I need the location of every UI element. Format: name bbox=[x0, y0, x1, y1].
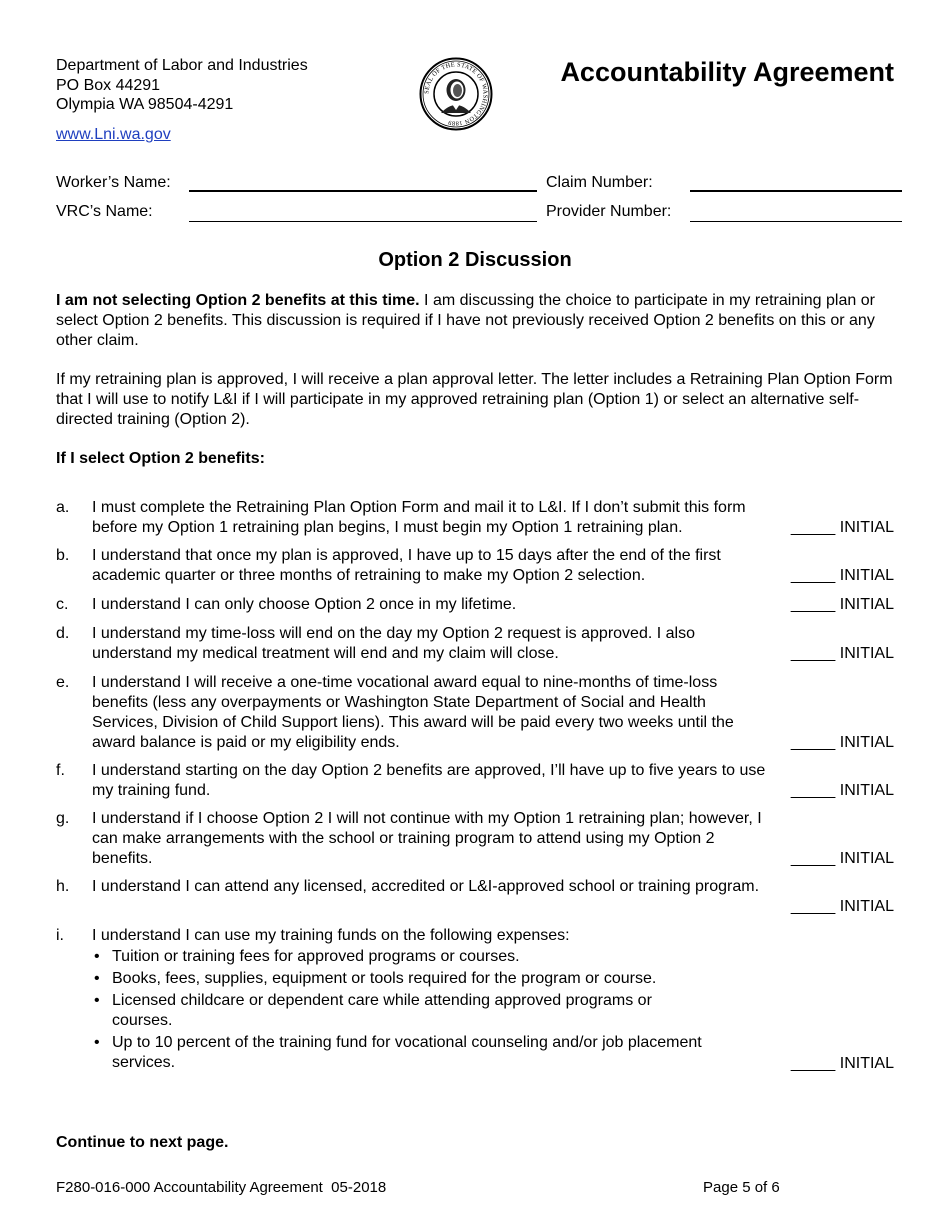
provider-number-field[interactable] bbox=[690, 221, 902, 222]
intro-paragraph bbox=[56, 291, 901, 351]
claim-number-label: Claim Number: bbox=[546, 174, 653, 191]
list-item: • Books, fees, supplies, equipment or tools required for the program or course. bbox=[94, 970, 657, 987]
agency-po-box: PO Box 44291 bbox=[56, 76, 161, 94]
list-item: • Licensed childcare or dependent care while attending approved programs or courses. bbox=[94, 992, 652, 1029]
provider-number-label: Provider Number: bbox=[546, 203, 672, 220]
item-text: I understand I will receive a one-time vocational award equal to nine-months of time-loss benefits (less any overpayments or Washington State Department of Social and Health Services, Division of Child Support liens). This award will be paid every two weeks until the award balance is paid or my eligibility ends. bbox=[92, 674, 734, 751]
worker-name-field[interactable] bbox=[189, 190, 537, 192]
claim-number-field[interactable] bbox=[690, 190, 902, 192]
agency-address bbox=[56, 56, 308, 144]
item-i-content bbox=[92, 926, 712, 1075]
initial-field[interactable]: _____ INITIAL bbox=[790, 850, 894, 867]
bullet-icon: • bbox=[94, 992, 100, 1009]
expense-bullet-list bbox=[92, 947, 712, 1073]
intro-text: I am discussing the choice to participate in my retraining plan or select Option 2 benefits. This discussion is required if I have not previously received Option 2 benefits on this or any other claim. bbox=[56, 292, 875, 349]
section-title: Option 2 Discussion bbox=[378, 249, 572, 271]
worker-name-label: Worker’s Name: bbox=[56, 174, 171, 191]
agreement-item-e bbox=[56, 673, 894, 753]
vrc-name-field[interactable] bbox=[189, 221, 537, 222]
agreement-item-b bbox=[56, 546, 894, 586]
item-text: I understand I can attend any licensed, accredited or L&I-approved school or training program. bbox=[92, 878, 760, 895]
item-letter: e. bbox=[56, 674, 70, 691]
document-title: Accountability Agreement bbox=[560, 57, 894, 87]
agreement-item-g bbox=[56, 809, 894, 869]
agency-city: Olympia WA 98504-4291 bbox=[56, 96, 234, 113]
agreement-item-f bbox=[56, 761, 894, 801]
item-text: I understand I can only choose Option 2 once in my lifetime. bbox=[92, 596, 517, 613]
list-item: • Up to 10 percent of the training fund for vocational counseling and/or job placement services. bbox=[94, 1034, 702, 1071]
item-text: I understand that once my plan is approved, I have up to 15 days after the end of the first academic quarter or three months of retraining to make my Option 2 selection. bbox=[92, 547, 721, 584]
website-link[interactable]: www.Lni.wa.gov bbox=[56, 125, 171, 143]
vrc-name-label: VRC’s Name: bbox=[56, 203, 153, 220]
initial-field[interactable]: _____ INITIAL bbox=[790, 596, 894, 613]
page-number: Page 5 of 6 bbox=[703, 1179, 780, 1196]
agreement-item-i bbox=[56, 926, 894, 1076]
item-letter: c. bbox=[56, 596, 69, 613]
agreement-item-h bbox=[56, 877, 894, 917]
item-text: I understand my time-loss will end on the day my Option 2 request is approved. I also understand my medical treatment will end and my claim will close. bbox=[92, 625, 695, 662]
list-item: • Tuition or training fees for approved programs or courses. bbox=[94, 948, 520, 965]
item-letter: b. bbox=[56, 547, 70, 564]
item-letter: a. bbox=[56, 499, 70, 516]
bullet-icon: • bbox=[94, 970, 100, 987]
agreement-item-a bbox=[56, 498, 894, 538]
agreement-item-c bbox=[56, 595, 894, 615]
intro-bold-lead: I am not selecting Option 2 benefits at this time. bbox=[56, 292, 420, 309]
initial-field[interactable]: _____ INITIAL bbox=[790, 898, 894, 915]
agreement-item-d bbox=[56, 624, 894, 664]
initial-field[interactable]: _____ INITIAL bbox=[790, 567, 894, 584]
agency-name: Department of Labor and Industries bbox=[56, 57, 308, 74]
item-text: I understand if I choose Option 2 I will not continue with my Option 1 retraining plan; however, I can make arrangements with the school or training program to attend using my Option 2 benefits. bbox=[92, 810, 762, 867]
initial-field[interactable]: _____ INITIAL bbox=[790, 734, 894, 751]
item-letter: i. bbox=[56, 927, 64, 944]
item-letter: f. bbox=[56, 762, 65, 779]
approval-paragraph: If my retraining plan is approved, I will receive a plan approval letter. The letter includes a Retraining Plan Option Form that I will use to notify L&I if I will participate in my approved retraining plan (Option 1) or select an alternative self-directed training (Option 2). bbox=[56, 371, 893, 428]
initial-field[interactable]: _____ INITIAL bbox=[790, 645, 894, 662]
item-letter: d. bbox=[56, 625, 70, 642]
initial-field[interactable]: _____ INITIAL bbox=[790, 1055, 894, 1072]
bullet-icon: • bbox=[94, 948, 100, 965]
continue-note: Continue to next page. bbox=[56, 1134, 229, 1151]
item-text: I understand starting on the day Option 2 benefits are approved, I’ll have up to five years to use my training fund. bbox=[92, 762, 766, 799]
svg-text:SEAL OF THE STATE OF WASHINGTO: SEAL OF THE STATE OF WASHINGTON 1889 bbox=[423, 61, 489, 127]
item-letter: h. bbox=[56, 878, 70, 895]
bullet-icon: • bbox=[94, 1034, 100, 1051]
item-letter: g. bbox=[56, 810, 70, 827]
initial-field[interactable]: _____ INITIAL bbox=[790, 519, 894, 536]
list-heading: If I select Option 2 benefits: bbox=[56, 450, 265, 467]
washington-state-seal-icon bbox=[419, 57, 493, 131]
item-text: I must complete the Retraining Plan Option Form and mail it to L&I. If I don’t submit this form before my Option 1 retraining plan begins, I must begin my Option 1 retraining plan. bbox=[92, 499, 746, 536]
item-text: I understand I can use my training funds on the following expenses: bbox=[92, 927, 570, 944]
initial-field[interactable]: _____ INITIAL bbox=[790, 782, 894, 799]
form-identifier: F280-016-000 Accountability Agreement 05-2018 bbox=[56, 1179, 387, 1196]
